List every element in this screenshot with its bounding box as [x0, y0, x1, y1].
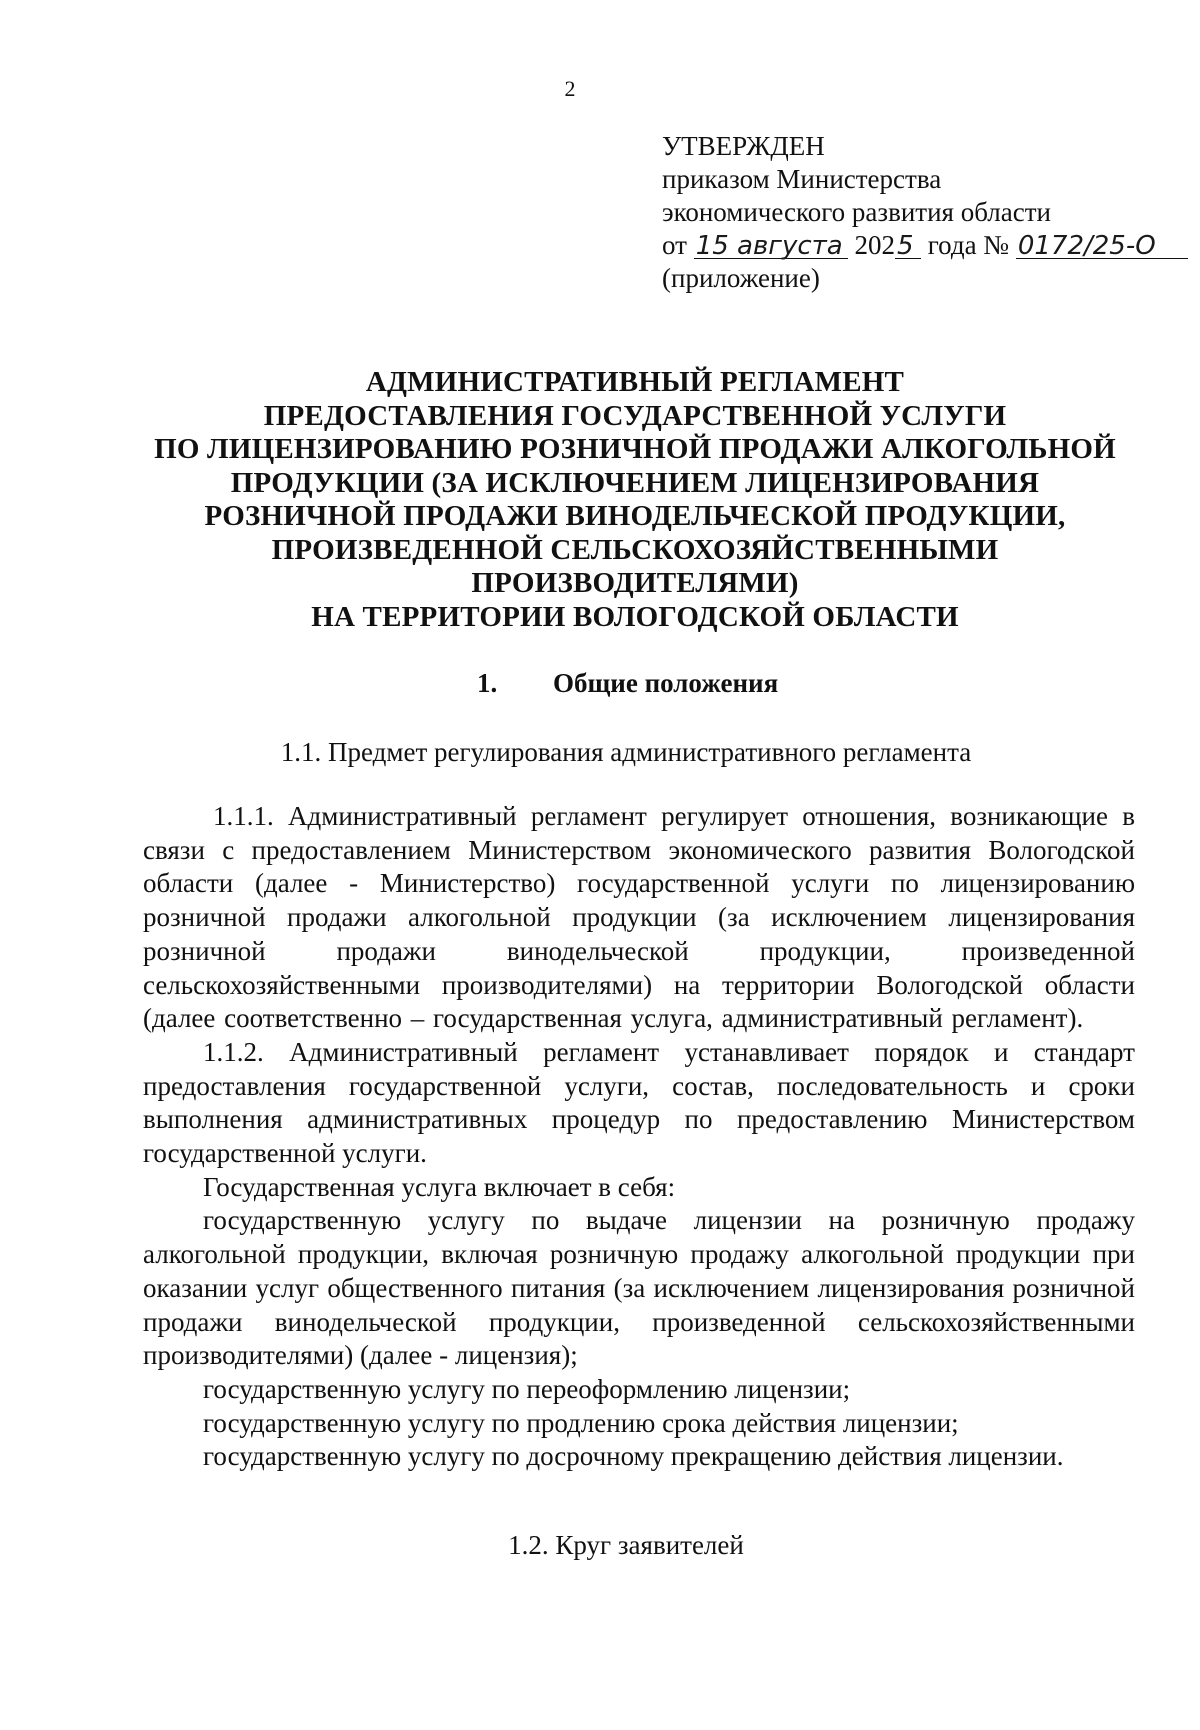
paragraph-1-1-1: 1.1.1. Административный регламент регулирует отношения, возникающие в связи с предоставлением Министерством экономического развития Вологодской области (далее - Министерство) государственной услуги по лицензированию розничной продажи алкогольной продукции (за исключением лицензирования розничной продажи винодельческой продукции, произведенной сельскохозяйственными производителями) на территории Вологодской области (далее соответственно – государственная услуга, административный регламент). — [143, 801, 1135, 1034]
paragraph-includes: Государственная услуга включает в себя: — [203, 1171, 676, 1202]
title-line: ПРЕДОСТАВЛЕНИЯ ГОСУДАРСТВЕННОЙ УСЛУГИ — [263, 399, 1007, 432]
list-item: государственную услугу по продлению срока действия лицензии; — [203, 1407, 959, 1438]
approval-year-suffix: года № — [927, 230, 1010, 260]
document-body — [143, 800, 1135, 1474]
approval-date-line — [662, 229, 1188, 262]
section-title: Общие положения — [553, 668, 779, 698]
title-line: НА ТЕРРИТОРИИ ВОЛОГОДСКОЙ ОБЛАСТИ — [311, 600, 959, 633]
title-line: ПО ЛИЦЕНЗИРОВАНИЮ РОЗНИЧНОЙ ПРОДАЖИ АЛКОГОЛЬНОЙ — [154, 433, 1116, 465]
title-line: ПРОИЗВЕДЕННОЙ СЕЛЬСКОХОЗЯЙСТВЕННЫМИ — [271, 533, 999, 566]
title-line: ПРОИЗВОДИТЕЛЯМИ) — [471, 567, 799, 599]
approval-line-2: экономического развития области — [662, 197, 1051, 227]
approval-line-1: приказом Министерства — [662, 164, 942, 194]
subsection-heading-1-1: 1.1. Предмет регулирования административного регламента — [280, 737, 972, 767]
handwritten-date: 15 августа — [694, 234, 848, 259]
paragraph-1-1-2: 1.1.2. Административный регламент устанавливает порядок и стандарт предоставления государственной услуги, состав, последовательность и сроки выполнения административных процедур по предоставлению Министерством государственной услуги. — [143, 1036, 1135, 1169]
title-line: РОЗНИЧНОЙ ПРОДАЖИ ВИНОДЕЛЬЧЕСКОЙ ПРОДУКЦИИ, — [204, 500, 1066, 532]
handwritten-year-digit: 5 — [895, 234, 921, 259]
page-number: 2 — [564, 76, 576, 101]
title-line: АДМИНИСТРАТИВНЫЙ РЕГЛАМЕНТ — [365, 366, 905, 398]
list-item: государственную услугу по выдаче лицензии на розничную продажу алкогольной продукции, включая розничную продажу алкогольной продукции при оказании услуг общественного питания (за исключением лицензирования розничной продажи винодельческой продукции, произведенной сельскохозяйственными производителями) (далее - лицензия); — [143, 1205, 1135, 1371]
approval-status: УТВЕРЖДЕН — [662, 131, 825, 161]
list-item: государственную услугу по переоформлению лицензии; — [203, 1373, 851, 1404]
approval-year-prefix: 202 — [854, 230, 895, 260]
list-item: государственную услугу по досрочному прекращению действия лицензии. — [203, 1441, 1064, 1472]
title-line: ПРОДУКЦИИ (ЗА ИСКЛЮЧЕНИЕМ ЛИЦЕНЗИРОВАНИЯ — [230, 466, 1040, 499]
approval-block — [662, 130, 1188, 295]
subsection-heading-1-2: 1.2. Круг заявителей — [508, 1530, 744, 1560]
document-title — [120, 366, 1150, 634]
section-number: 1. — [477, 668, 498, 698]
approval-from-prefix: от — [662, 230, 687, 260]
handwritten-order-number: 0172/25-О — [1016, 234, 1188, 259]
approval-appendix: (приложение) — [662, 263, 820, 293]
